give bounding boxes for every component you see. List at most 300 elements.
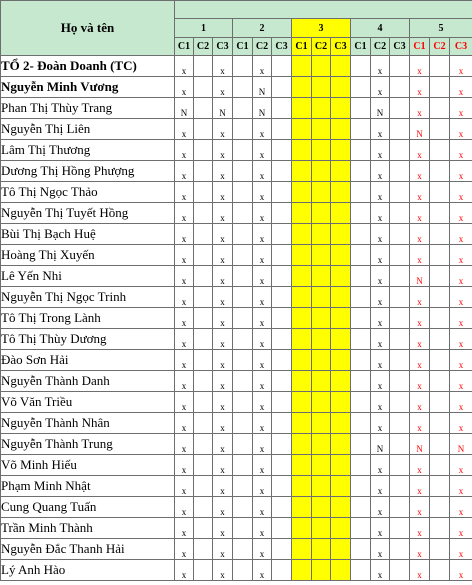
table-row — [1, 329, 472, 350]
attendance-cell — [233, 308, 253, 329]
day-header: 4 — [351, 19, 410, 38]
table-row — [1, 413, 472, 434]
attendance-cell: x — [371, 413, 390, 434]
attendance-cell — [331, 350, 351, 371]
attendance-cell: x — [410, 350, 430, 371]
attendance-cell: x — [450, 497, 472, 518]
attendance-body — [1, 56, 472, 581]
attendance-cell — [233, 560, 253, 581]
attendance-cell — [351, 203, 371, 224]
attendance-cell: x — [253, 434, 272, 455]
attendance-cell: x — [213, 392, 233, 413]
attendance-cell — [390, 161, 410, 182]
attendance-cell — [390, 77, 410, 98]
attendance-cell — [312, 371, 331, 392]
table-row — [1, 434, 472, 455]
attendance-cell: x — [213, 77, 233, 98]
attendance-cell — [272, 224, 292, 245]
attendance-cell: x — [371, 224, 390, 245]
attendance-cell: x — [253, 203, 272, 224]
attendance-cell: x — [175, 392, 194, 413]
attendance-cell — [272, 518, 292, 539]
attendance-cell — [233, 266, 253, 287]
attendance-cell: x — [253, 413, 272, 434]
attendance-cell — [312, 434, 331, 455]
attendance-cell: x — [213, 329, 233, 350]
attendance-cell — [272, 266, 292, 287]
attendance-cell — [430, 518, 450, 539]
sub-column-header: C2 — [430, 38, 450, 56]
attendance-cell — [312, 308, 331, 329]
attendance-cell — [331, 497, 351, 518]
attendance-cell — [194, 434, 213, 455]
attendance-cell: x — [371, 518, 390, 539]
attendance-cell: x — [371, 140, 390, 161]
attendance-cell — [331, 119, 351, 140]
attendance-cell — [233, 182, 253, 203]
attendance-cell — [272, 203, 292, 224]
attendance-cell — [390, 98, 410, 119]
attendance-cell — [390, 119, 410, 140]
attendance-cell: x — [175, 308, 194, 329]
table-row — [1, 560, 472, 581]
attendance-cell — [233, 518, 253, 539]
attendance-cell — [351, 434, 371, 455]
table-row — [1, 392, 472, 413]
attendance-cell — [351, 371, 371, 392]
attendance-cell — [292, 371, 312, 392]
attendance-cell: x — [450, 455, 472, 476]
attendance-cell — [331, 98, 351, 119]
name-column-header: Họ và tên — [1, 1, 175, 56]
sub-column-header: C3 — [331, 38, 351, 56]
attendance-cell — [430, 350, 450, 371]
member-name: Bùi Thị Bạch Huệ — [1, 224, 175, 245]
attendance-cell: x — [410, 329, 430, 350]
attendance-cell: x — [450, 413, 472, 434]
attendance-cell — [331, 266, 351, 287]
member-name: Lê Yến Nhi — [1, 266, 175, 287]
attendance-cell — [351, 329, 371, 350]
attendance-cell: x — [213, 245, 233, 266]
member-name: Trần Minh Thành — [1, 518, 175, 539]
attendance-cell — [272, 182, 292, 203]
attendance-cell — [331, 161, 351, 182]
attendance-cell — [390, 518, 410, 539]
attendance-cell — [194, 56, 213, 77]
table-row — [1, 287, 472, 308]
member-name: Nguyễn Minh Vương — [1, 77, 175, 98]
member-name: Tô Thị Ngọc Thảo — [1, 182, 175, 203]
attendance-cell — [351, 119, 371, 140]
attendance-cell: x — [175, 476, 194, 497]
attendance-cell — [331, 455, 351, 476]
member-name: Nguyễn Thị Tuyết Hồng — [1, 203, 175, 224]
sub-column-header: C3 — [450, 38, 472, 56]
attendance-cell — [430, 245, 450, 266]
attendance-cell — [312, 203, 331, 224]
attendance-cell — [272, 413, 292, 434]
attendance-cell — [272, 392, 292, 413]
attendance-cell — [292, 455, 312, 476]
attendance-cell: x — [410, 77, 430, 98]
attendance-cell — [430, 161, 450, 182]
attendance-cell: x — [371, 476, 390, 497]
attendance-cell: x — [371, 182, 390, 203]
attendance-cell — [430, 476, 450, 497]
attendance-cell — [292, 203, 312, 224]
attendance-cell: x — [253, 245, 272, 266]
attendance-cell — [430, 413, 450, 434]
attendance-cell — [390, 287, 410, 308]
attendance-cell — [272, 371, 292, 392]
attendance-cell — [272, 350, 292, 371]
attendance-cell — [351, 518, 371, 539]
attendance-cell — [272, 434, 292, 455]
attendance-cell: x — [253, 56, 272, 77]
attendance-cell — [351, 56, 371, 77]
attendance-cell — [430, 182, 450, 203]
attendance-cell — [233, 350, 253, 371]
table-row — [1, 119, 472, 140]
attendance-cell — [272, 98, 292, 119]
member-name: Dương Thị Hồng Phượng — [1, 161, 175, 182]
member-name: Phan Thị Thùy Trang — [1, 98, 175, 119]
attendance-cell: x — [410, 560, 430, 581]
attendance-cell: N — [450, 434, 472, 455]
attendance-cell — [390, 308, 410, 329]
day-header: 3 — [292, 19, 351, 38]
header-blank-band — [175, 1, 472, 19]
attendance-cell — [430, 329, 450, 350]
member-name: Nguyễn Thành Trung — [1, 434, 175, 455]
attendance-cell — [194, 518, 213, 539]
attendance-cell — [331, 413, 351, 434]
attendance-cell — [194, 119, 213, 140]
attendance-cell — [292, 119, 312, 140]
table-row — [1, 245, 472, 266]
attendance-cell — [331, 182, 351, 203]
sub-column-header: C1 — [175, 38, 194, 56]
attendance-cell — [351, 413, 371, 434]
attendance-cell — [312, 161, 331, 182]
attendance-cell: x — [371, 392, 390, 413]
attendance-cell — [272, 476, 292, 497]
attendance-cell — [194, 413, 213, 434]
attendance-cell: x — [450, 308, 472, 329]
attendance-cell: x — [371, 245, 390, 266]
attendance-cell: x — [175, 350, 194, 371]
attendance-cell — [331, 518, 351, 539]
attendance-cell — [292, 182, 312, 203]
attendance-cell: x — [410, 497, 430, 518]
attendance-cell — [194, 497, 213, 518]
attendance-cell — [292, 266, 312, 287]
attendance-cell: x — [410, 56, 430, 77]
table-row — [1, 350, 472, 371]
attendance-cell: x — [175, 119, 194, 140]
member-name: Nguyễn Thị Ngọc Trinh — [1, 287, 175, 308]
attendance-cell: x — [450, 98, 472, 119]
attendance-cell: x — [410, 287, 430, 308]
attendance-cell — [331, 203, 351, 224]
attendance-cell — [194, 329, 213, 350]
attendance-cell — [331, 329, 351, 350]
attendance-cell: x — [253, 161, 272, 182]
attendance-cell: x — [371, 203, 390, 224]
attendance-cell: x — [175, 413, 194, 434]
attendance-cell — [430, 98, 450, 119]
attendance-cell: x — [253, 224, 272, 245]
attendance-cell — [430, 77, 450, 98]
attendance-cell — [194, 224, 213, 245]
table-row — [1, 140, 472, 161]
attendance-cell: x — [253, 308, 272, 329]
attendance-cell: x — [213, 476, 233, 497]
attendance-cell — [351, 350, 371, 371]
attendance-cell: x — [175, 371, 194, 392]
attendance-cell — [272, 287, 292, 308]
attendance-cell: x — [410, 245, 430, 266]
member-name: Phạm Minh Nhật — [1, 476, 175, 497]
attendance-cell: N — [371, 98, 390, 119]
attendance-cell — [272, 455, 292, 476]
attendance-cell: x — [175, 518, 194, 539]
attendance-cell — [430, 224, 450, 245]
attendance-cell — [312, 119, 331, 140]
attendance-cell — [390, 56, 410, 77]
attendance-cell — [351, 224, 371, 245]
attendance-cell: x — [371, 329, 390, 350]
attendance-cell — [430, 266, 450, 287]
table-row — [1, 224, 472, 245]
attendance-cell: x — [213, 140, 233, 161]
attendance-cell — [194, 266, 213, 287]
attendance-cell — [390, 140, 410, 161]
attendance-cell: x — [253, 329, 272, 350]
sub-column-header: C2 — [194, 38, 213, 56]
attendance-cell — [390, 392, 410, 413]
attendance-cell: N — [410, 119, 430, 140]
attendance-cell — [312, 287, 331, 308]
member-name: Tô Thị Trong Lành — [1, 308, 175, 329]
attendance-cell — [194, 182, 213, 203]
header-blank-row — [1, 1, 472, 19]
attendance-cell — [233, 245, 253, 266]
attendance-cell: x — [450, 161, 472, 182]
attendance-cell: x — [253, 560, 272, 581]
attendance-cell: x — [213, 266, 233, 287]
attendance-cell: N — [253, 98, 272, 119]
attendance-cell — [430, 497, 450, 518]
attendance-cell — [194, 539, 213, 560]
attendance-cell: x — [410, 98, 430, 119]
attendance-cell — [351, 77, 371, 98]
attendance-cell — [194, 560, 213, 581]
member-name: Tô Thị Thùy Dương — [1, 329, 175, 350]
table-row — [1, 476, 472, 497]
attendance-cell — [292, 161, 312, 182]
attendance-cell — [390, 539, 410, 560]
attendance-cell: x — [213, 308, 233, 329]
attendance-cell — [194, 392, 213, 413]
attendance-cell — [272, 329, 292, 350]
attendance-cell: x — [175, 539, 194, 560]
attendance-cell — [351, 161, 371, 182]
attendance-cell: x — [410, 203, 430, 224]
attendance-cell — [351, 455, 371, 476]
attendance-cell: x — [450, 560, 472, 581]
attendance-cell — [312, 182, 331, 203]
attendance-cell — [194, 77, 213, 98]
attendance-cell — [312, 140, 331, 161]
sub-column-header: C2 — [253, 38, 272, 56]
attendance-cell: x — [410, 161, 430, 182]
attendance-cell — [272, 56, 292, 77]
attendance-cell — [233, 203, 253, 224]
attendance-cell: x — [371, 266, 390, 287]
attendance-cell: x — [253, 140, 272, 161]
attendance-cell — [331, 539, 351, 560]
attendance-cell — [233, 413, 253, 434]
attendance-cell: x — [371, 161, 390, 182]
attendance-cell — [292, 224, 312, 245]
attendance-cell: x — [371, 371, 390, 392]
attendance-cell — [312, 266, 331, 287]
attendance-cell — [430, 455, 450, 476]
attendance-cell — [312, 560, 331, 581]
attendance-cell: x — [371, 560, 390, 581]
attendance-cell: x — [253, 455, 272, 476]
attendance-cell — [430, 308, 450, 329]
attendance-cell — [233, 392, 253, 413]
attendance-cell: x — [175, 287, 194, 308]
table-row — [1, 161, 472, 182]
attendance-cell: x — [213, 350, 233, 371]
attendance-cell — [292, 287, 312, 308]
attendance-cell — [331, 56, 351, 77]
attendance-cell — [292, 329, 312, 350]
attendance-cell: x — [175, 455, 194, 476]
attendance-cell: x — [213, 182, 233, 203]
attendance-cell — [292, 539, 312, 560]
attendance-cell: N — [175, 98, 194, 119]
attendance-cell: x — [213, 560, 233, 581]
attendance-cell — [272, 497, 292, 518]
attendance-cell — [292, 392, 312, 413]
attendance-cell — [272, 308, 292, 329]
attendance-cell — [390, 329, 410, 350]
attendance-cell — [272, 119, 292, 140]
attendance-cell — [233, 434, 253, 455]
attendance-cell: x — [371, 119, 390, 140]
attendance-cell — [233, 161, 253, 182]
attendance-cell: x — [410, 182, 430, 203]
attendance-cell: N — [213, 98, 233, 119]
attendance-cell — [194, 140, 213, 161]
attendance-cell — [194, 350, 213, 371]
table-row — [1, 308, 472, 329]
attendance-cell: x — [213, 287, 233, 308]
attendance-cell — [430, 140, 450, 161]
attendance-cell: x — [213, 371, 233, 392]
attendance-cell: x — [410, 455, 430, 476]
attendance-cell — [351, 287, 371, 308]
attendance-cell — [331, 224, 351, 245]
sub-column-header: C1 — [410, 38, 430, 56]
attendance-cell: x — [450, 371, 472, 392]
attendance-cell: x — [253, 392, 272, 413]
attendance-cell — [292, 560, 312, 581]
attendance-cell: x — [410, 392, 430, 413]
attendance-cell — [233, 476, 253, 497]
attendance-cell: x — [213, 203, 233, 224]
member-name: Võ Văn Triều — [1, 392, 175, 413]
table-row — [1, 98, 472, 119]
attendance-cell — [292, 518, 312, 539]
attendance-cell — [233, 224, 253, 245]
table-row — [1, 266, 472, 287]
attendance-cell — [194, 476, 213, 497]
attendance-cell — [430, 539, 450, 560]
attendance-cell: x — [371, 77, 390, 98]
sub-column-header: C3 — [390, 38, 410, 56]
attendance-cell — [430, 434, 450, 455]
sub-column-header: C1 — [292, 38, 312, 56]
sub-column-header: C1 — [351, 38, 371, 56]
attendance-cell — [331, 392, 351, 413]
attendance-cell — [233, 455, 253, 476]
member-name: TỔ 2- Đoàn Doanh (TC) — [1, 56, 175, 77]
day-header: 1 — [175, 19, 233, 38]
attendance-cell — [292, 350, 312, 371]
attendance-cell — [292, 98, 312, 119]
attendance-cell — [292, 413, 312, 434]
attendance-cell — [312, 56, 331, 77]
attendance-cell: x — [450, 476, 472, 497]
attendance-cell: x — [450, 119, 472, 140]
attendance-cell — [292, 245, 312, 266]
attendance-cell: x — [450, 224, 472, 245]
attendance-cell: x — [450, 77, 472, 98]
attendance-cell: x — [450, 539, 472, 560]
attendance-cell — [272, 77, 292, 98]
attendance-cell — [331, 287, 351, 308]
attendance-cell: x — [175, 224, 194, 245]
table-row — [1, 182, 472, 203]
attendance-cell: x — [450, 245, 472, 266]
attendance-cell: N — [410, 434, 430, 455]
attendance-cell — [312, 476, 331, 497]
attendance-cell — [331, 77, 351, 98]
attendance-cell — [233, 329, 253, 350]
attendance-cell — [194, 287, 213, 308]
member-name: Đào Sơn Hải — [1, 350, 175, 371]
attendance-cell — [292, 476, 312, 497]
attendance-cell — [331, 371, 351, 392]
attendance-cell — [390, 434, 410, 455]
attendance-cell — [272, 560, 292, 581]
attendance-cell — [430, 203, 450, 224]
attendance-cell: x — [213, 161, 233, 182]
member-name: Lý Anh Hào — [1, 560, 175, 581]
attendance-cell — [390, 182, 410, 203]
attendance-cell — [331, 476, 351, 497]
attendance-cell — [272, 140, 292, 161]
attendance-cell — [194, 455, 213, 476]
attendance-cell: x — [450, 518, 472, 539]
attendance-cell: x — [450, 329, 472, 350]
